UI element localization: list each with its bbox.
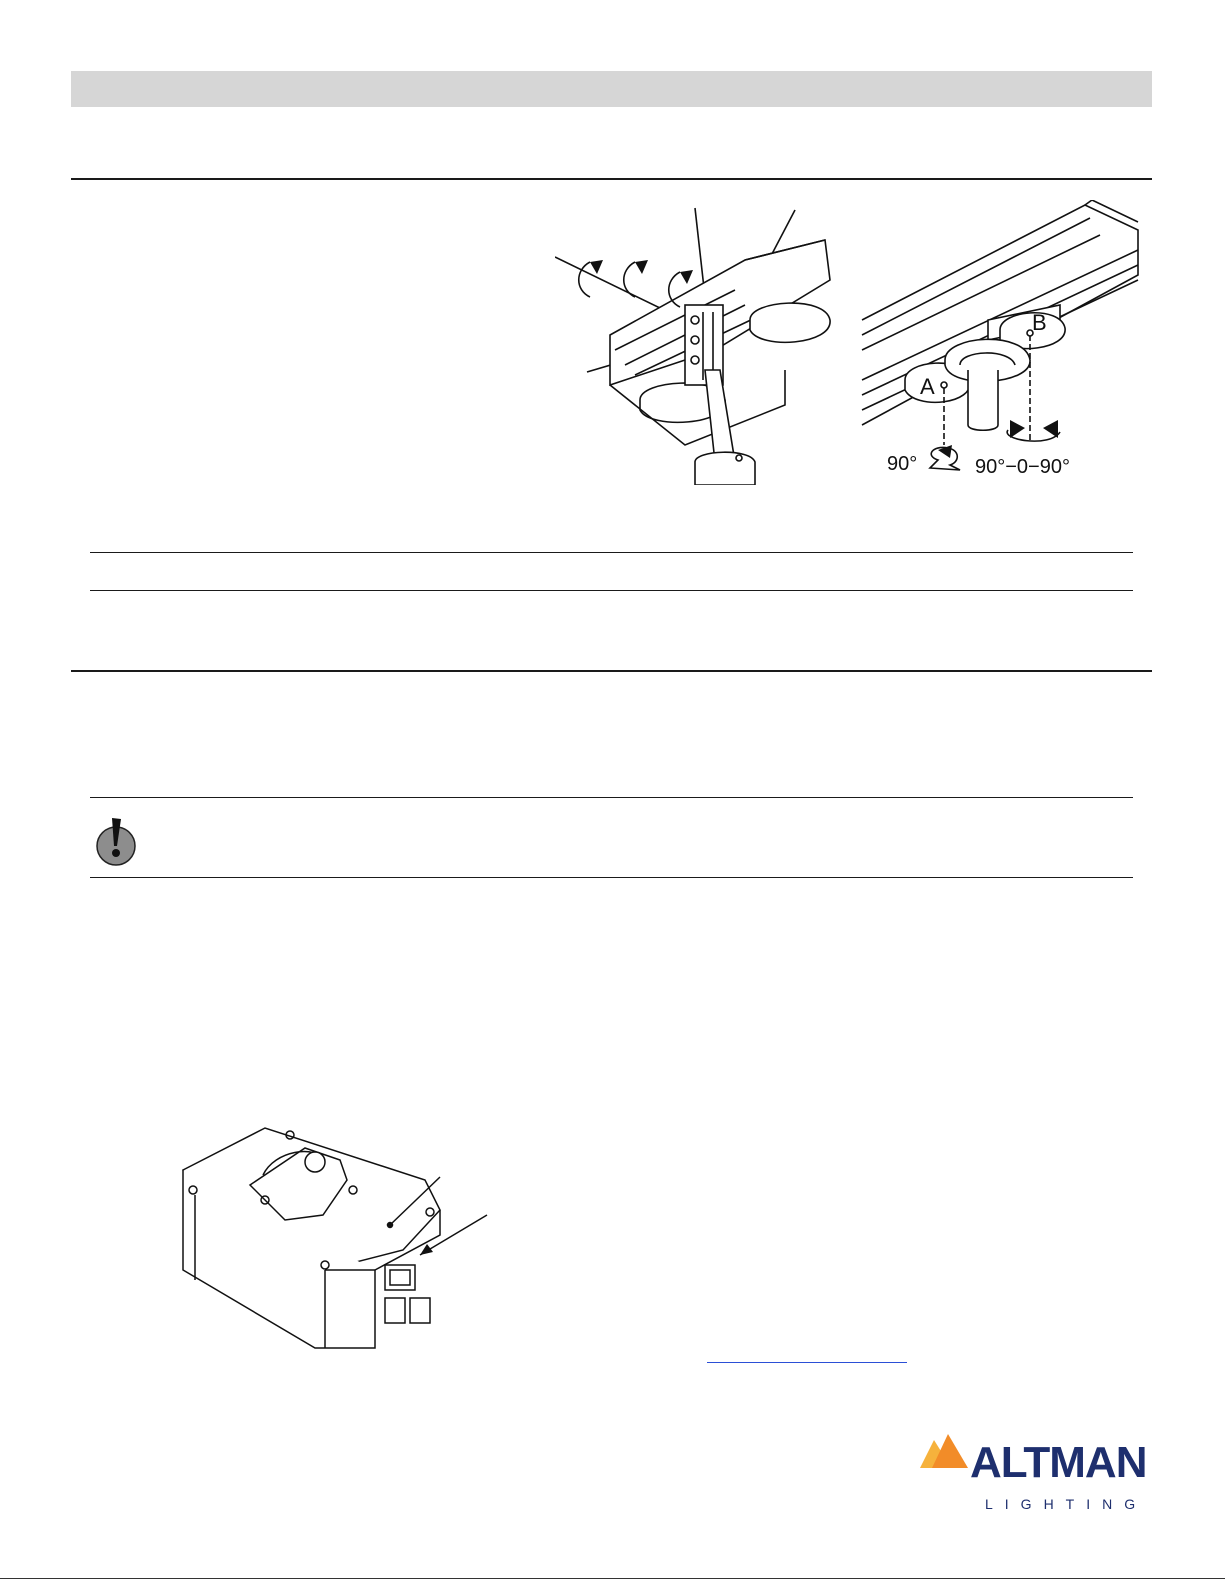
label-a: A [920, 374, 935, 399]
section-divider-1 [71, 178, 1152, 180]
power-supply-diagram [175, 1120, 495, 1355]
page-bottom-rule [0, 1578, 1225, 1579]
website-link-underline[interactable] [707, 1362, 907, 1363]
section-title-bar [71, 71, 1152, 107]
angle-a-label: 90° [887, 453, 918, 475]
table-rule-bottom [90, 590, 1133, 591]
table-rule-top [90, 552, 1133, 553]
warning-rule-bottom [90, 877, 1133, 878]
label-b: B [1032, 310, 1047, 335]
exclamation-icon [94, 816, 138, 866]
section-divider-2 [71, 670, 1152, 672]
rotation-diagram [860, 200, 1150, 485]
brand-sub: LIGHTING [985, 1496, 1148, 1512]
wiring-diagram [555, 200, 845, 485]
warning-rule-top [90, 797, 1133, 798]
angle-b-label: 90°−0−90° [975, 456, 1070, 478]
brand-name: ALTMAN [970, 1438, 1147, 1487]
